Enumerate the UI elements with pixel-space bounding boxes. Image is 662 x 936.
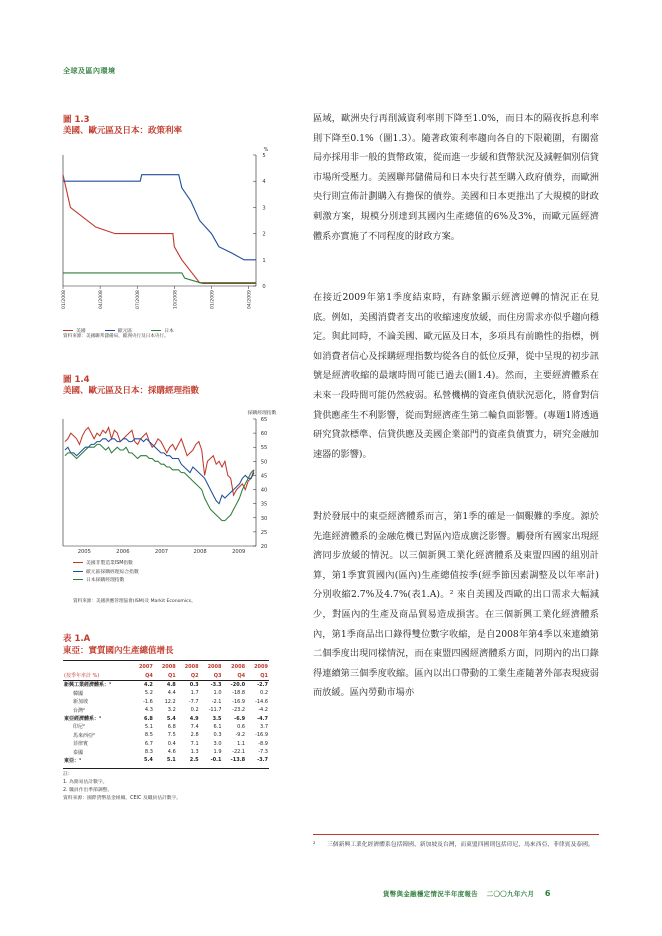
cell-value: 0.2: [190, 707, 199, 714]
row-label: 新興工業經濟體系：¹: [64, 682, 112, 689]
table-notes: [63, 771, 181, 803]
table-header-years: 2007 2008 2008 2008 2008 2009: [138, 664, 268, 671]
cell-value: -8.9: [258, 740, 268, 747]
cell-value: -16.9: [255, 732, 268, 739]
cell-value: -7.3: [258, 749, 268, 756]
x-tick-label: 2009: [232, 549, 246, 555]
cell-value: -9.2: [235, 732, 246, 739]
cell-value: 7.5: [167, 732, 176, 739]
y-axis-unit: 採購經理指數: [247, 411, 277, 416]
cell-value: 4.6: [167, 749, 176, 756]
cell-value: 1.0: [213, 690, 222, 697]
figure-1-4-source: 資料來源：美國供應管理協會(ISM)及 Markit Economics。: [73, 599, 196, 604]
cell-value: -11.7: [208, 707, 222, 714]
cell-value: 1.1: [237, 740, 246, 747]
table-1a-title: 東亞：實質國內生產總值增長: [63, 646, 174, 656]
cell-value: 1.3: [190, 749, 199, 756]
cell-value: 5.1: [144, 723, 153, 730]
figure-1-4-legend: [73, 560, 139, 586]
table-row: [63, 756, 269, 764]
table-1a: [63, 663, 269, 765]
x-tick-label: 07/2008: [136, 290, 142, 310]
cell-value: -13.8: [230, 757, 246, 764]
paragraph-3: 對於發展中的東亞經濟體系而言，第1季的確是一個艱難的季度。源於先進經濟體系的金融危機已對區內造成廣泛影響。觸發所有國家出現經濟同步放緩的情況。以三個新興工業化經濟體系及東盟四國的組別計算，第1季實質國內(區內)生產總值按季(經季節因素調整及以年率計)分別收縮2.7%及4.7%(表1.A)。² 來自美國及西歐的出口需求大幅減少，對區內的生產及商品貿易造成損害。在三個新興工業化經濟體系內，第1季商品出口錄得雙位數字收縮，是自2008年第4季以來連續第二個季度出現同樣情況，而在東盟四國經濟體系方面，同期內的出口錄得連續第三個季度收縮。區內以出口帶動的工業生產隨著外部表現疲弱而放緩。區內勞動市場亦: [313, 511, 599, 699]
row-label: 東亞：¹: [64, 757, 82, 764]
cell-value: 7.1: [190, 740, 199, 747]
cell-value: -7.7: [188, 698, 199, 705]
x-tick-label: 2005: [77, 549, 91, 555]
cell-value: 0.6: [237, 723, 246, 730]
cell-value: -14.6: [255, 698, 268, 705]
figure-1-3-source: 資料來源：美國聯邦儲備局、歐洲央行及日本央行。: [63, 334, 169, 339]
cell-value: -4.2: [258, 707, 268, 714]
cell-value: 1.7: [190, 690, 199, 697]
cell-value: 0.4: [167, 740, 176, 747]
cell-value: 6.8: [144, 715, 153, 722]
legend-item-japan: 日本: [151, 329, 174, 334]
table-row: [63, 698, 269, 706]
row-label: 印尼²: [73, 724, 86, 731]
row-label: 新加坡: [73, 699, 89, 706]
table-note-2: 2. 職員作出季節調整。: [63, 788, 113, 793]
y-tick-label: 2: [262, 231, 266, 238]
series-line-美國: [63, 175, 256, 283]
cell-value: 4.2: [144, 681, 153, 688]
footnote-marker: ²: [313, 842, 316, 848]
table-row: [63, 740, 269, 748]
x-tick-label: 2006: [116, 549, 130, 555]
cell-value: -16.9: [232, 698, 246, 705]
x-tick-label: 04/2008: [99, 290, 105, 310]
y-tick-label: 50: [260, 459, 268, 466]
series-line-歐元區採購經理綜合指數: [65, 439, 254, 504]
table-row: [63, 731, 269, 739]
footnote: [313, 841, 599, 850]
legend-item-us: 美國: [63, 329, 86, 334]
cell-value: 12.2: [164, 698, 176, 705]
legend-item-euro-pmi: 歐元區採購經理綜合指數: [73, 569, 139, 578]
row-label: 韓國: [73, 690, 84, 697]
table-row: [63, 706, 269, 714]
cell-value: 0.2: [260, 690, 268, 697]
legend-item-us-ism: 美國非製造業ISM指數: [73, 560, 139, 569]
x-tick-label: 01/2009: [210, 290, 216, 310]
row-label: 台灣²: [73, 707, 86, 714]
cell-value: 8.5: [144, 732, 153, 739]
cell-value: 6.1: [213, 723, 222, 730]
table-notes-heading: 註：: [63, 772, 73, 777]
figure-1-3-number: 圖 1.3: [63, 115, 90, 125]
x-tick-label: 04/2009: [247, 290, 253, 310]
figure-1-4-chart: [60, 405, 280, 560]
cell-value: 5.4: [144, 757, 153, 764]
row-label: 菲律賓: [73, 741, 89, 748]
series-line-歐元區: [63, 175, 256, 260]
cell-value: 5.1: [166, 757, 176, 764]
y-tick-label: 0: [262, 284, 266, 290]
table-row: [63, 689, 269, 697]
table-row: [63, 714, 269, 722]
cell-value: 5.2: [144, 690, 153, 697]
cell-value: -20.0: [230, 681, 246, 688]
cell-value: 3.5: [212, 715, 222, 722]
section-header: 全球及區內環境: [63, 67, 116, 75]
row-label: 馬來西亞²: [73, 732, 96, 739]
table-row: [63, 680, 269, 689]
legend-item-japan-pmi: 日本採購經理指數: [73, 577, 139, 586]
row-label: 東亞經濟體系：¹: [64, 716, 102, 723]
paragraph-2: 在接近2009年第1季度結束時，有跡象顯示經濟逆轉的情況正在見底。例如，美國消費者支出的收縮速度放緩，而住房需求亦似乎趨向穩定。與此同時，不論美國、歐元區及日本，多項具有前瞻性的指標，例如消費者信心及採購經理指數均從各自的低位反彈，從中呈現的初步訊號是經濟收縮的最壞時間可能已過去(圖1.4)。然而，主要經濟體系在未來一段時間可能仍然疲弱。私營機構的資產負債狀況惡化，將會對信貸供應產生不利影響，從而對經濟產生第二輪負面影響。(專題1將透過研究貸款標準、信貸供應及美國企業部門的資產負債實力，研究金融加速器的影響)。: [313, 292, 599, 460]
y-tick-label: 5: [262, 153, 266, 159]
figure-1-4-number: 圖 1.4: [63, 375, 90, 385]
footer-date: 二〇〇九年六月: [486, 890, 535, 898]
cell-value: -3.7: [257, 757, 268, 764]
y-tick-label: 40: [260, 487, 268, 494]
cell-value: -23.2: [232, 707, 246, 714]
cell-value: 3.2: [167, 707, 176, 714]
cell-value: 8.3: [144, 749, 153, 756]
series-line-日本採購經理指數: [65, 444, 254, 520]
y-tick-label: 25: [260, 529, 268, 536]
x-tick-label: 10/2008: [173, 290, 179, 310]
series-line-美國非製造業ISM指數: [65, 428, 254, 496]
cell-value: -6.9: [234, 715, 246, 722]
footnote-text: 三個新興工業化經濟體系包括韓國、新加坡及台灣，而東盟四國則包括印尼、馬來西亞、菲律賓及泰國。: [327, 842, 594, 848]
footer-title: 貨幣與金融穩定情況半年度報告: [383, 890, 479, 898]
cell-value: -2.7: [257, 681, 268, 688]
cell-value: -3.3: [210, 681, 222, 688]
figure-1-4-title: 美國、歐元區及日本：採購經理指數: [63, 386, 200, 396]
cell-value: 4.9: [189, 715, 199, 722]
cell-value: 6.8: [167, 723, 176, 730]
cell-value: 0.3: [189, 681, 199, 688]
cell-value: 4.4: [167, 690, 176, 697]
cell-value: 3.7: [260, 723, 268, 730]
y-tick-label: 20: [260, 544, 268, 550]
y-tick-label: 1: [262, 257, 266, 264]
footnote-rule: [313, 834, 599, 835]
cell-value: -18.8: [232, 690, 246, 697]
table-header-quarters: (按季年率計 %) Q4 Q1 Q2 Q3 Q4 Q1: [64, 672, 268, 680]
page-number: 6: [544, 889, 551, 898]
y-tick-label: 65: [260, 417, 268, 423]
paragraph-1: 區域，歐洲央行再削減資利率則下降至1.0%，而日本的隔夜拆息利率則下降至0.1%（圖1.3）。隨著政策利率趨向各自的下限範圍，有關當局亦採用非一般的貨幣政策，從而進一步緩和貨幣狀況及減輕個別信貸市場所受壓力。美國聯邦儲備局和日本央行甚至購入政府債券，而歐洲央行則宣佈計劃購入有擔保的債券。美國和日本更推出了大規模的財政刺激方案，規模分別達到其國內生產總值的6%及3%，而歐元區經濟體系亦實施了不同程度的財政方案。: [313, 113, 599, 242]
table-1a-number: 表 1.A: [63, 634, 91, 644]
y-tick-label: 3: [262, 205, 266, 212]
cell-value: 1.9: [213, 749, 222, 756]
page-footer: [383, 889, 551, 898]
x-tick-label: 01/2008: [62, 290, 67, 310]
y-tick-label: 35: [260, 501, 268, 508]
y-tick-label: 4: [262, 179, 266, 186]
cell-value: 7.4: [190, 723, 199, 730]
table-row: [63, 748, 269, 756]
y-tick-label: 60: [260, 431, 268, 438]
figure-1-3-title: 美國、歐元區及日本：政策利率: [63, 126, 183, 136]
y-axis-unit: %: [263, 147, 269, 153]
cell-value: 3.0: [213, 740, 222, 747]
x-tick-label: 2008: [193, 549, 207, 555]
table-note-1: 1. 為簡易估計數字。: [63, 780, 108, 785]
series-line-日本: [63, 273, 256, 284]
cell-value: -0.1: [210, 757, 222, 764]
legend-item-euro: 歐元區: [105, 329, 132, 334]
figure-1-3-chart: [60, 140, 280, 330]
cell-value: -2.1: [211, 698, 222, 705]
table-source: 資料來源：國際貨幣基金組織、CEIC 及職員估計數字。: [63, 796, 182, 801]
cell-value: 4.3: [144, 707, 153, 714]
cell-value: 2.8: [190, 732, 199, 739]
y-tick-label: 45: [260, 473, 268, 480]
cell-value: 2.5: [189, 757, 199, 764]
cell-value: 0.3: [213, 732, 222, 739]
cell-value: -4.7: [257, 715, 268, 722]
cell-value: 5.4: [166, 715, 176, 722]
cell-value: 6.7: [144, 740, 153, 747]
table-row: [63, 723, 269, 731]
cell-value: 4.8: [166, 681, 176, 688]
y-tick-label: 30: [260, 515, 268, 522]
y-tick-label: 55: [260, 445, 268, 452]
cell-value: -22.1: [232, 749, 246, 756]
x-tick-label: 2007: [154, 549, 169, 555]
cell-value: -1.6: [143, 698, 153, 705]
row-label: 泰國: [73, 749, 84, 756]
